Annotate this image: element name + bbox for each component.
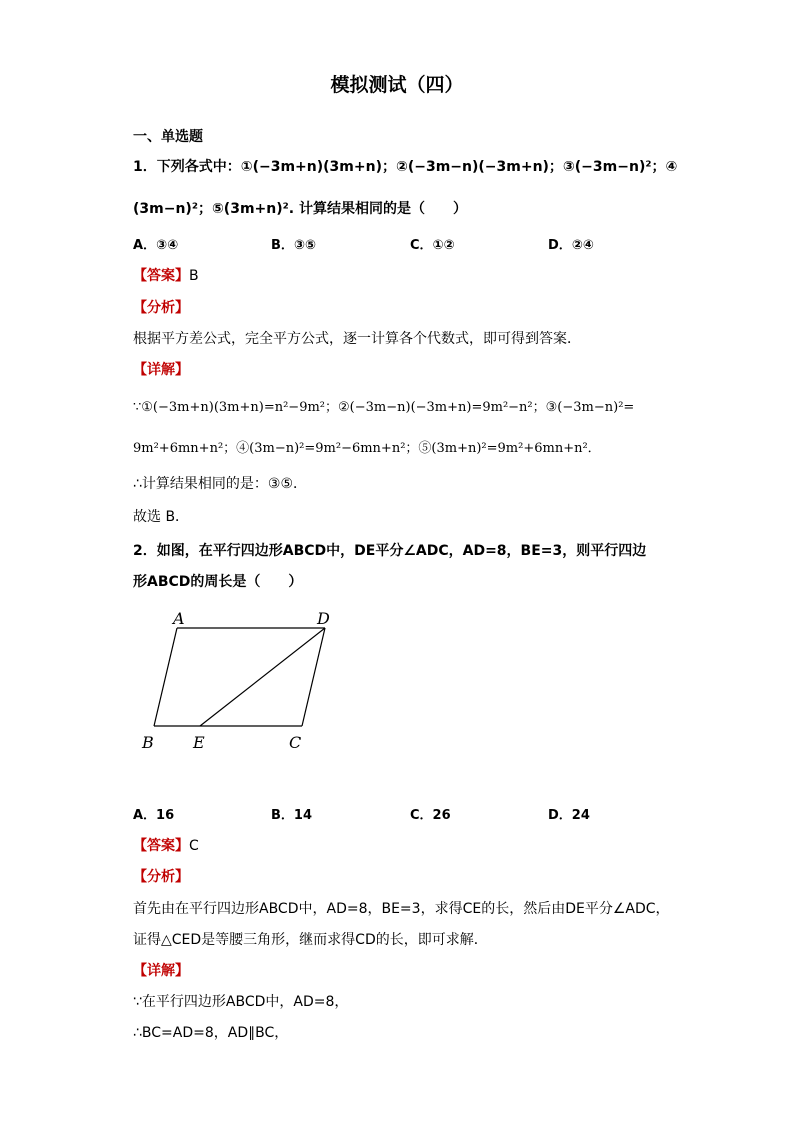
section-heading: 一、单选题 [133, 129, 203, 145]
q1-answer-row [133, 265, 199, 285]
q2-option-d: D．24 [548, 808, 590, 823]
q1-stem-line1: 1．下列各式中：①(−3m+n)(3m+n)；②(−3m−n)(−3m+n)；③(−3m−n)²；④ [133, 159, 678, 175]
q2-analysis-line2: 证得△CED是等腰三角形，继而求得CD的长，即可求解． [133, 932, 488, 948]
page-title: 模拟测试（四） [330, 74, 464, 96]
q2-analysis-label: 【分析】 [133, 869, 189, 885]
q1-option-b: B．③⑤ [271, 238, 316, 253]
label-c: C [289, 733, 302, 752]
q2-detail-line2: ∴BC=AD=8，AD∥BC， [133, 1025, 289, 1041]
parallelogram-figure [130, 600, 350, 760]
q1-conclusion: ∴计算结果相同的是：③⑤． [133, 476, 308, 492]
q1-detail-line2: 9m²+6mn+n²；④(3m−n)²=9m²−6mn+n²；⑤(3m+n)²=9m²+6mn+n²． [133, 441, 601, 456]
label-b: B [142, 733, 154, 752]
q1-final: 故选 B． [133, 509, 190, 525]
q2-answer-label: 【答案】 [133, 838, 189, 854]
label-a: A [173, 609, 185, 628]
q1-option-d: D．②④ [548, 238, 594, 253]
segment-de [200, 628, 325, 726]
q2-option-a: A．16 [133, 808, 175, 823]
q2-option-b: B．14 [271, 808, 312, 823]
q1-analysis-text: 根据平方差公式，完全平方公式，逐一计算各个代数式，即可得到答案． [133, 331, 581, 347]
q1-option-c: C．①② [410, 238, 455, 253]
side-ab [154, 628, 177, 726]
q1-stem-line2: (3m−n)²；⑤(3m+n)². 计算结果相同的是（ ） [133, 201, 467, 217]
q1-detail-line1: ∵①(−3m+n)(3m+n)=n²−9m²；②(−3m−n)(−3m+n)=9m²−n²；③(−3m−n)²= [133, 400, 635, 415]
q2-option-c: C．26 [410, 808, 451, 823]
q2-analysis-line1: 首先由在平行四边形ABCD中，AD=8，BE=3，求得CE的长，然后由DE平分∠ADC， [133, 901, 670, 917]
q2-detail-label: 【详解】 [133, 963, 189, 979]
q2-detail-line1: ∵在平行四边形ABCD中，AD=8， [133, 994, 349, 1010]
q1-answer-label: 【答案】 [133, 268, 189, 284]
label-e: E [193, 733, 205, 752]
q1-detail-label: 【详解】 [133, 362, 189, 378]
q2-answer-row [133, 835, 199, 855]
q2-stem-line2: 形ABCD的周长是（ ） [133, 574, 303, 590]
q1-analysis-label: 【分析】 [133, 300, 189, 316]
q2-stem-line1: 2．如图，在平行四边形ABCD中，DE平分∠ADC，AD=8，BE=3，则平行四边 [133, 543, 647, 559]
q2-answer-value: C [189, 838, 199, 854]
q1-option-a: A．③④ [133, 238, 179, 253]
q1-answer-value: B [189, 268, 199, 284]
label-d: D [317, 609, 330, 628]
